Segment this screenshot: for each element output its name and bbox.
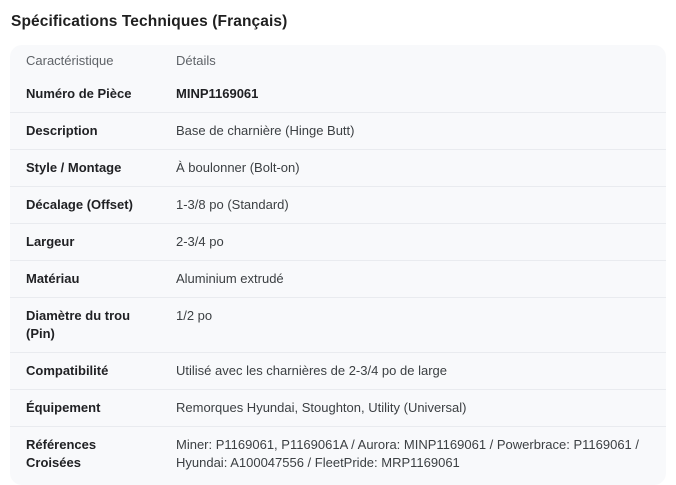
spec-value-cell: 1-3/8 po (Standard): [176, 197, 289, 212]
spec-value-cell: Utilisé avec les charnières de 2-3/4 po de large: [176, 363, 447, 378]
table-row: [10, 427, 666, 482]
spec-table: [10, 45, 666, 481]
table-row: [10, 298, 666, 353]
spec-value-cell: 1/2 po: [176, 308, 213, 323]
spec-table-body: [10, 76, 666, 481]
spec-value-cell: Aluminium extrudé: [176, 271, 284, 286]
spec-value-cell: À boulonner (Bolt-on): [176, 160, 300, 175]
spec-label-cell: Équipement: [26, 400, 101, 415]
table-header-row: [10, 45, 666, 76]
column-header-details: Détails: [176, 53, 216, 68]
table-row: [10, 76, 666, 113]
table-row: [10, 261, 666, 298]
spec-label-cell: Largeur: [26, 234, 75, 249]
spec-label-cell: Description: [26, 123, 98, 138]
spec-label-cell: Diamètre du trou (Pin): [26, 308, 131, 341]
table-row: [10, 150, 666, 187]
spec-label-cell: Style / Montage: [26, 160, 122, 175]
spec-value-cell: 2-3/4 po: [176, 234, 224, 249]
spec-label-cell: Références Croisées: [26, 437, 97, 470]
spec-card: [10, 45, 666, 485]
table-row: [10, 353, 666, 390]
spec-value-cell: Miner: P1169061, P1169061A / Aurora: MINP1169061 / Powerbrace: P1169061 / Hyundai: A100047556 / FleetPride: MRP1169061: [176, 437, 640, 470]
spec-label-cell: Numéro de Pièce: [26, 86, 132, 101]
spec-label-cell: Compatibilité: [26, 363, 109, 378]
table-row: [10, 390, 666, 427]
spec-value-cell: Remorques Hyundai, Stoughton, Utility (Universal): [176, 400, 467, 415]
spec-value-cell: MINP1169061: [176, 86, 259, 101]
spec-value-cell: Base de charnière (Hinge Butt): [176, 123, 355, 138]
spec-label-cell: Matériau: [26, 271, 80, 286]
spec-label-cell: Décalage (Offset): [26, 197, 133, 212]
table-row: [10, 224, 666, 261]
column-header-caracteristique: Caractéristique: [26, 53, 114, 68]
table-row: [10, 187, 666, 224]
page-title: Spécifications Techniques (Français): [11, 13, 288, 30]
table-row: [10, 113, 666, 150]
